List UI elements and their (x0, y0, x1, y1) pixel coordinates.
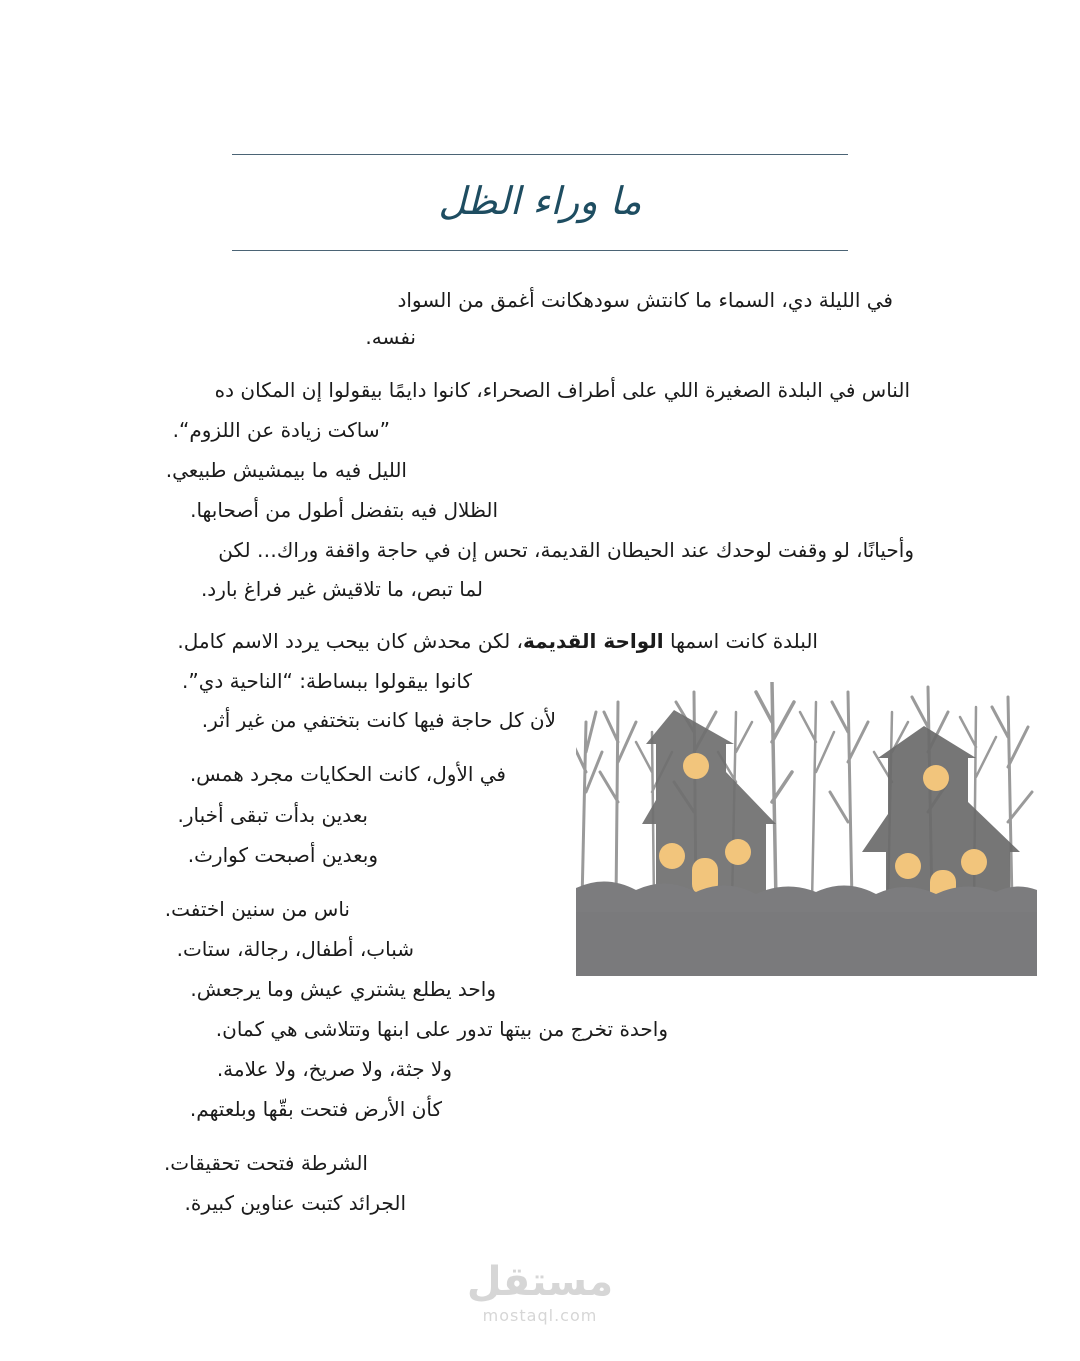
mostaql-watermark (440, 1258, 640, 1326)
town-name: الواحة القديمة (523, 629, 664, 653)
text-line: واحد يطلع يشتري عيش وما يرجعش. (190, 977, 496, 1001)
text-line: الناس في البلدة الصغيرة اللي على أطراف الصحراء، كانوا دايمًا بيقولوا إن المكان ده (214, 378, 910, 402)
text-line: لما تبص، ما تلاقيش غير فراغ بارد. (200, 577, 483, 601)
text-line: وأحيانًا، لو وقفت لوحدك عند الحيطان القديمة، تحس إن في حاجة واقفة وراك… لكن (218, 538, 914, 562)
text-line: كانوا بيقولوا ببساطة: “الناحية دي”. (182, 669, 472, 693)
text-line: شباب، أطفال، رجالة، ستات. (176, 937, 414, 961)
text-line: الشرطة فتحت تحقيقات. (163, 1151, 368, 1175)
text-line: في الليلة دي، السماء ما كانتش سودهكانت أغمق من السواد (397, 288, 893, 312)
page-title: ما وراء الظل (438, 179, 642, 223)
text-line: وبعدين أصبحت كوارث. (187, 843, 378, 867)
title-top-rule (232, 154, 848, 155)
text-line: الليل فيه ما بيمشيش طبيعي. (165, 458, 407, 482)
text-line: نفسه. (365, 325, 416, 349)
text-line: ”ساكت زيادة عن اللزوم“. (172, 418, 390, 442)
text-line: لأن كل حاجة فيها كانت بتختفي من غير أثر. (201, 708, 556, 732)
watermark-url: mostaql.com (482, 1306, 598, 1325)
haunted-houses-illustration (576, 682, 1037, 976)
town-line-before: البلدة كانت اسمها (663, 629, 818, 653)
text-line: الظلال فيه بتفضل أطول من أصحابها. (190, 498, 498, 522)
text-line: واحدة تخرج من بيتها تدور على ابنها وتتلاشى هي كمان. (215, 1017, 668, 1041)
text-line: بعدين بدأت تبقى أخبار. (177, 803, 368, 827)
text-line: في الأول، كانت الحكايات مجرد همس. (189, 762, 506, 786)
ground-base (576, 912, 1037, 976)
town-name-line (177, 626, 818, 656)
text-line: ولا جثة، ولا صريخ، ولا علامة. (216, 1057, 452, 1081)
text-line: ناس من سنين اختفت. (164, 897, 350, 921)
title-bottom-rule (232, 250, 848, 251)
watermark-brand: مستقل (466, 1259, 614, 1305)
town-line-after: ، لكن محدش كان بيحب يردد الاسم كامل. (177, 629, 523, 653)
text-line: كأن الأرض فتحت بقّها وبلعتهم. (189, 1097, 442, 1121)
text-line: الجرائد كتبت عناوين كبيرة. (184, 1191, 406, 1215)
